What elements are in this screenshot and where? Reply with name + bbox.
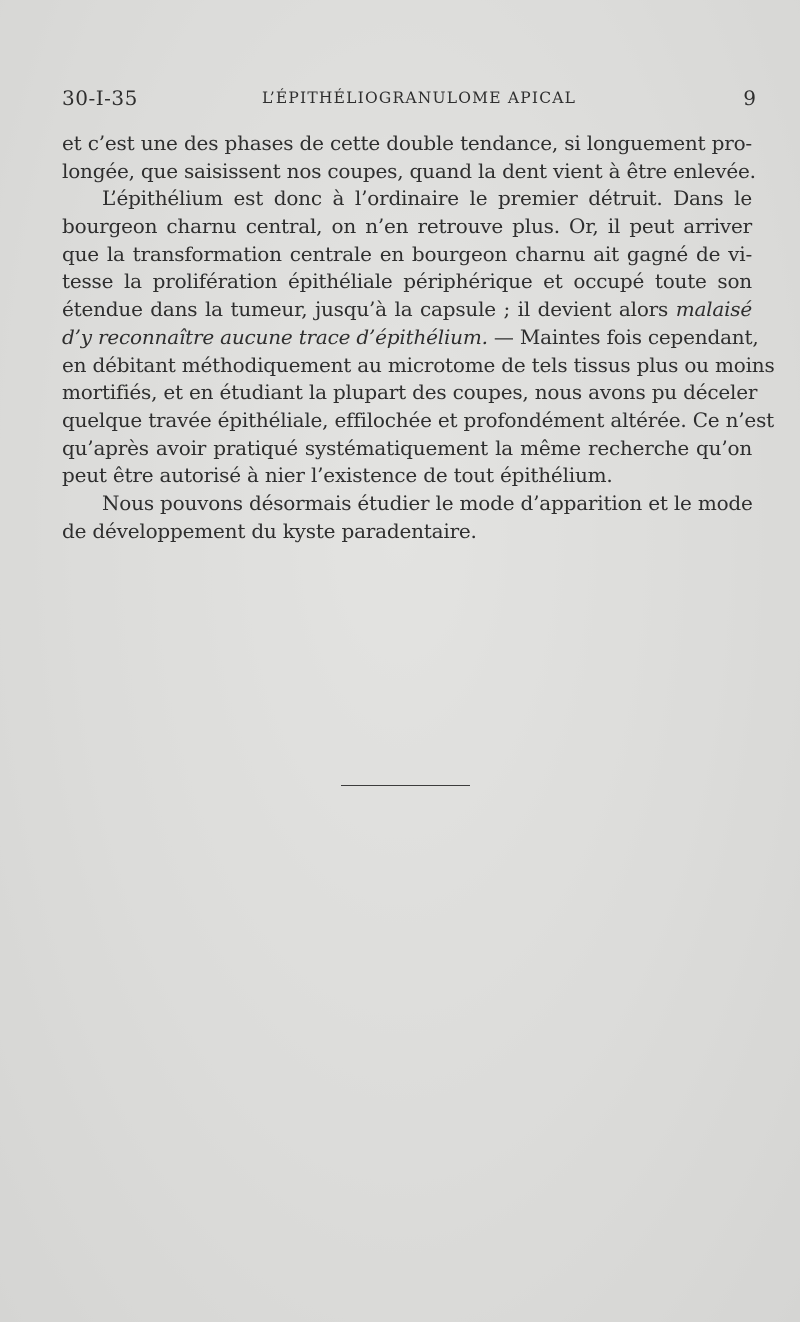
- page-number: 9: [743, 86, 756, 110]
- italic-phrase: d’y reconnaître aucune trace d’épithélium.: [62, 324, 488, 349]
- text-line: mortifiés, et en étudiant la plupart des coupes, nous avons pu déceler: [62, 380, 758, 405]
- text-line: L’épithélium est donc à l’ordinaire le premier détruit. Dans le: [102, 186, 752, 211]
- body-text: [62, 130, 775, 545]
- text-line: longée, que saisissent nos coupes, quand la dent vient à être enlevée.: [62, 158, 756, 183]
- text-line: quelque travée épithéliale, effilochée et profondément altérée. Ce n’est: [62, 407, 774, 432]
- text-line: que la transformation centrale en bourgeon charnu ait gagné de vi-: [62, 241, 752, 266]
- header-date: 30-I-35: [62, 86, 138, 110]
- text-line: qu’après avoir pratiqué systématiquement la même recherche qu’on: [62, 435, 752, 460]
- header-title: L’ÉPITHÉLIOGRANULOME APICAL: [262, 89, 577, 107]
- text-line: d’y reconnaître aucune trace d’épithélium. — Maintes fois cependant,: [62, 324, 759, 349]
- text-line: bourgeon charnu central, on n’en retrouve plus. Or, il peut arriver: [62, 214, 752, 239]
- text-line: tesse la prolifération épithéliale périphérique et occupé toute son: [62, 269, 752, 294]
- text-line: de développement du kyste paradentaire.: [62, 518, 477, 543]
- text-line: Nous pouvons désormais étudier le mode d’apparition et le mode: [102, 490, 753, 515]
- section-end-rule: [341, 785, 470, 786]
- text-line: en débitant méthodiquement au microtome de tels tissus plus ou moins: [62, 352, 775, 377]
- running-head: [62, 86, 756, 112]
- text-line: étendue dans la tumeur, jusqu’à la capsule ; il devient alors malaisé: [62, 297, 752, 322]
- text-line: peut être autorisé à nier l’existence de tout épithélium.: [62, 463, 613, 488]
- text-line: et c’est une des phases de cette double tendance, si longuement pro-: [62, 131, 752, 155]
- italic-phrase: malaisé: [675, 297, 752, 322]
